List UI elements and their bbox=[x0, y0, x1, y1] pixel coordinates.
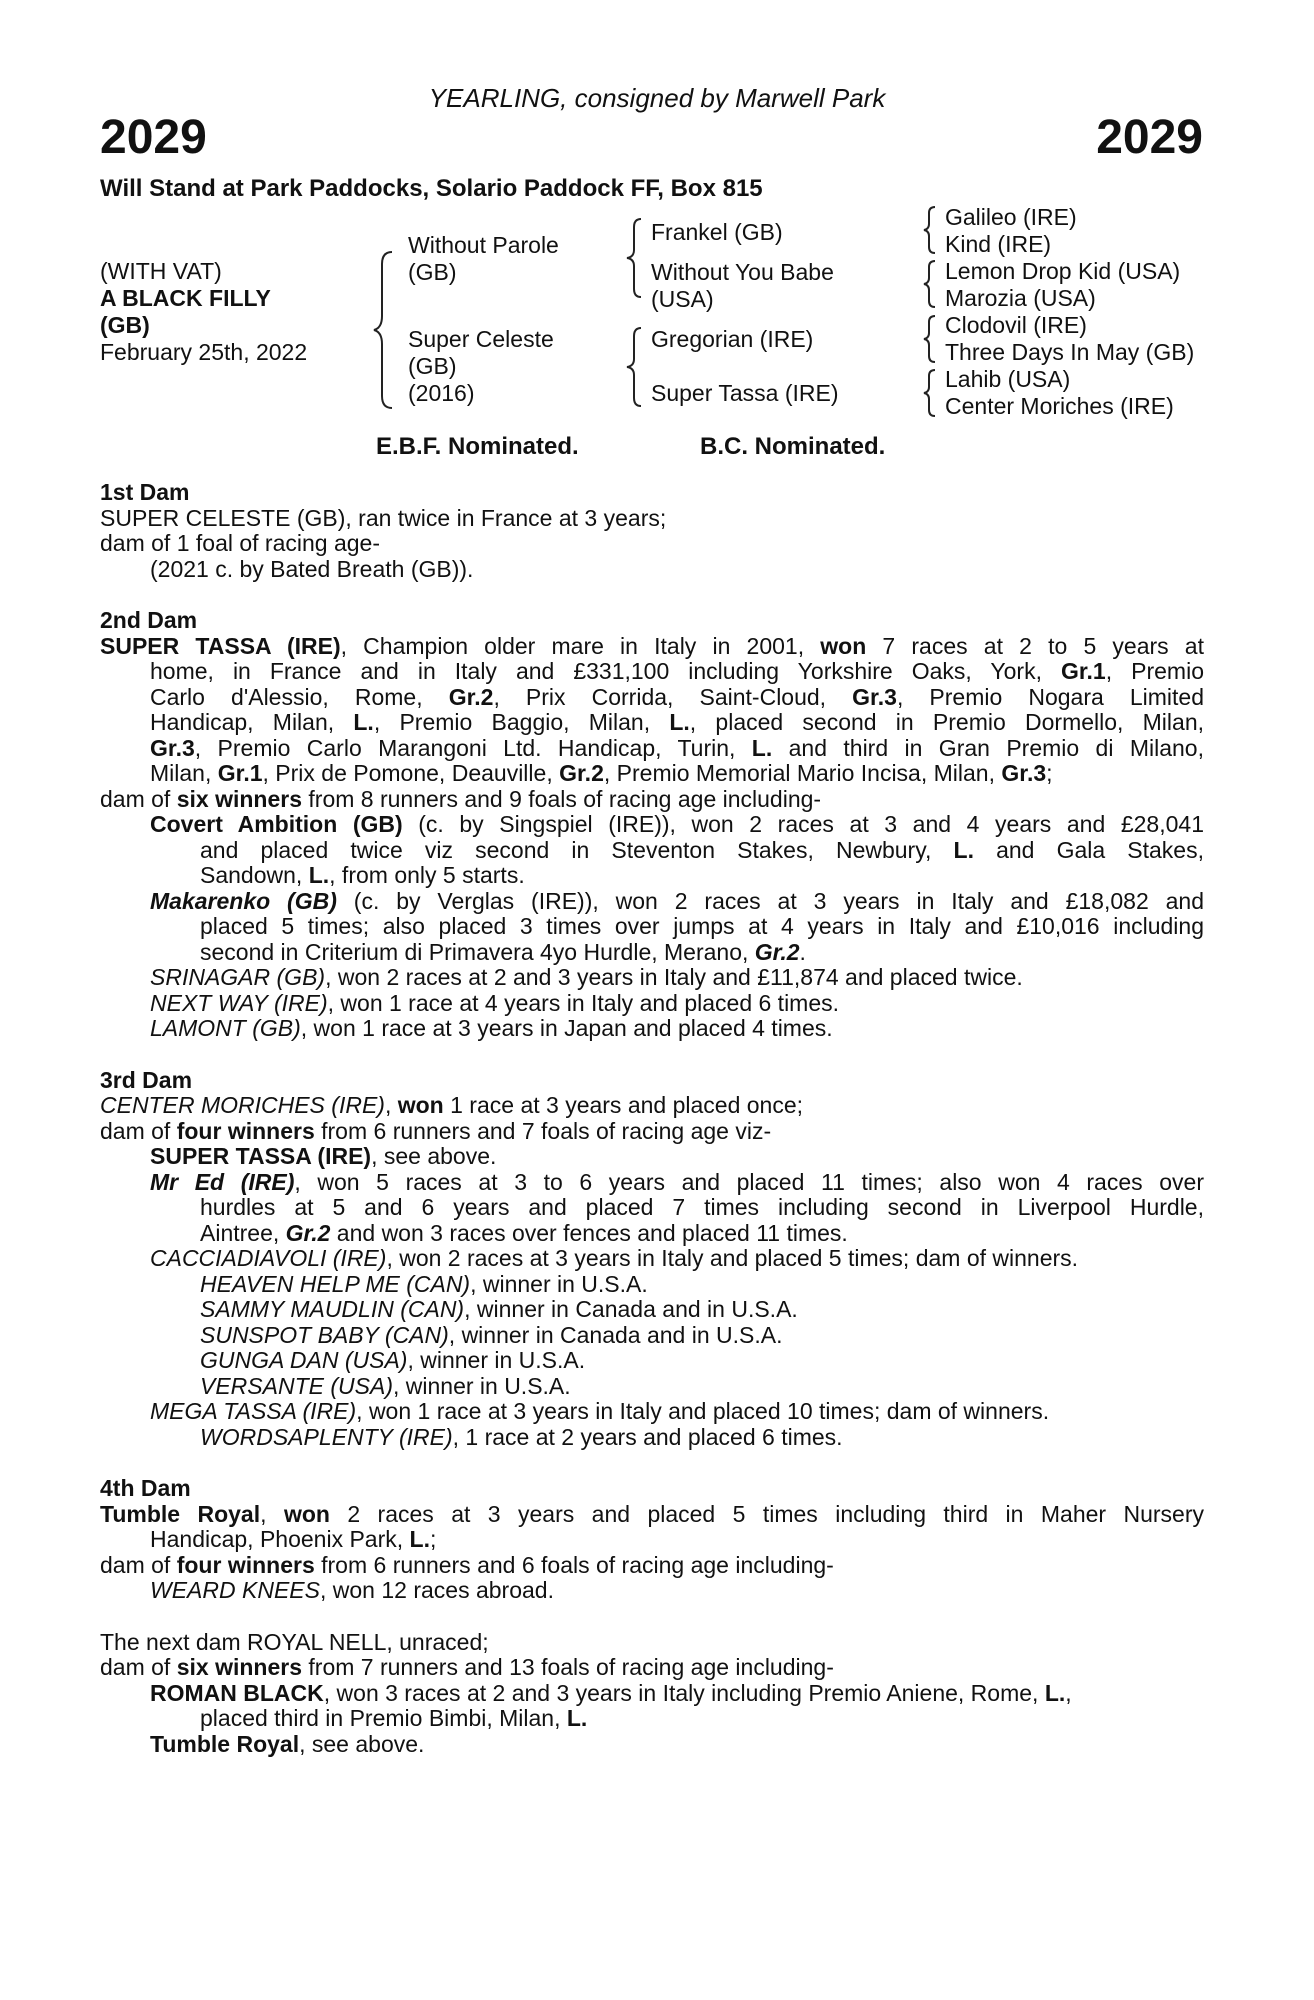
progeny-srinagar: SRINAGAR (GB), won 2 races at 2 and 3 years in Italy and £11,874 and placed twice. bbox=[150, 964, 1023, 990]
consignment-line: YEARLING, consigned by Marwell Park bbox=[428, 83, 886, 113]
pedigree-brace-dam bbox=[625, 326, 645, 408]
lot-number-right: 2029 bbox=[1096, 111, 1203, 164]
first-dam-section bbox=[100, 480, 1204, 582]
text-line: VERSANTE (USA), winner in U.S.A. bbox=[200, 1372, 571, 1399]
text-line: WEARD KNEES, won 12 races abroad. bbox=[150, 1577, 554, 1603]
foaling-date: February 25th, 2022 bbox=[100, 339, 308, 365]
text-line: HEAVEN HELP ME (CAN), winner in U.S.A. bbox=[200, 1270, 648, 1297]
horse-origin: (GB) bbox=[100, 312, 150, 338]
text-line: The next dam ROYAL NELL, unraced; bbox=[100, 1628, 489, 1655]
text-line: dam of four winners from 6 runners and 6 foals of racing age including- bbox=[100, 1551, 834, 1578]
fourth-dam-section bbox=[100, 1476, 1204, 1604]
progeny-next-way: NEXT WAY (IRE), won 1 race at 4 years in Italy and placed 6 times. bbox=[150, 989, 840, 1016]
text-line: SAMMY MAUDLIN (CAN), winner in Canada and in U.S.A. bbox=[200, 1296, 798, 1322]
text-line: ROMAN BLACK, won 3 races at 2 and 3 years in Italy including Premio Aniene, Rome, L., bbox=[150, 1679, 1072, 1706]
text-line: Sandown, L., from only 5 starts. bbox=[200, 862, 525, 888]
text-line: WORDSAPLENTY (IRE), 1 race at 2 years and placed 6 times. bbox=[200, 1423, 843, 1450]
pedigree-sire-dam: Without You Babe (USA) bbox=[651, 259, 834, 312]
pedigree-dam: Super Celeste (GB) (2016) bbox=[408, 326, 554, 406]
second-dam-heading: 2nd Dam bbox=[100, 607, 198, 633]
text-line: home, in France and in Italy and £331,100 including Yorkshire Oaks, York, Gr.1, Premio bbox=[150, 658, 1204, 684]
pedigree-sire: Without Parole (GB) bbox=[408, 232, 559, 285]
next-dam-section bbox=[100, 1630, 1204, 1758]
pedigree-brace-main bbox=[372, 250, 396, 410]
lot-number-left: 2029 bbox=[100, 111, 207, 164]
text-line: hurdles at 5 and 6 years and placed 7 times including second in Liverpool Hurdle, bbox=[200, 1194, 1204, 1220]
pedigree-brace-g12 bbox=[922, 205, 938, 255]
ebf-nomination: E.B.F. Nominated. bbox=[376, 433, 579, 460]
first-dam-heading: 1st Dam bbox=[100, 479, 190, 505]
text-line: Tumble Royal, won 2 races at 3 years and placed 5 times including third in Maher Nursery bbox=[100, 1500, 1204, 1527]
text-line: CACCIADIAVOLI (IRE), won 2 races at 3 years in Italy and placed 5 times; dam of winners. bbox=[150, 1245, 1079, 1271]
text-line: and placed twice viz second in Steventon Stakes, Newbury, L. and Gala Stakes, bbox=[200, 836, 1204, 863]
text-line: SUPER TASSA (IRE), Champion older mare in Italy in 2001, won 7 races at 2 to 5 years at bbox=[100, 632, 1204, 659]
text-line: Gr.3, Premio Carlo Marangoni Ltd. Handicap, Turin, L. and third in Gran Premio di Milano, bbox=[150, 734, 1204, 761]
horse-description bbox=[100, 258, 307, 366]
text-line: Aintree, Gr.2 and won 3 races over fences and placed 11 times. bbox=[200, 1219, 848, 1246]
third-dam-heading: 3rd Dam bbox=[100, 1066, 193, 1093]
text-line: Handicap, Phoenix Park, L.; bbox=[150, 1526, 437, 1552]
pedigree-brace-g34 bbox=[922, 259, 938, 309]
text-line: Tumble Royal, see above. bbox=[150, 1730, 425, 1757]
text-line: second in Criterium di Primavera 4yo Hurdle, Merano, Gr.2. bbox=[200, 938, 806, 965]
text-line: GUNGA DAN (USA), winner in U.S.A. bbox=[200, 1347, 586, 1373]
stand-location: Will Stand at Park Paddocks, Solario Paddock FF, Box 815 bbox=[100, 175, 763, 202]
horse-name: A BLACK FILLY bbox=[100, 285, 271, 311]
pedigree-dam-dam: Super Tassa (IRE) bbox=[651, 380, 839, 406]
catalogue-body bbox=[100, 480, 1204, 1757]
pedigree-brace-g78 bbox=[922, 368, 938, 418]
text-line: Handicap, Milan, L., Premio Baggio, Milan, L., placed second in Premio Dormello, Milan, bbox=[150, 709, 1204, 735]
third-dam-section bbox=[100, 1068, 1204, 1451]
text-line: dam of four winners from 6 runners and 7 foals of racing age viz- bbox=[100, 1117, 772, 1144]
fourth-dam-heading: 4th Dam bbox=[100, 1475, 191, 1501]
progeny-makarenko: Makarenko (GB) (c. by Verglas (IRE)), won 2 races at 3 years in Italy and £18,082 and bbox=[150, 887, 1205, 914]
progeny-mr-ed: Mr Ed (IRE), won 5 races at 3 to 6 years and placed 11 times; also won 4 races over bbox=[150, 1168, 1204, 1195]
text-line: CENTER MORICHES (IRE), won 1 race at 3 years and placed once; bbox=[100, 1092, 804, 1118]
text-line: dam of six winners from 8 runners and 9 foals of racing age including- bbox=[100, 785, 822, 812]
pedigree-sire-sire: Frankel (GB) bbox=[651, 219, 783, 245]
text-line: SUPER TASSA (IRE), see above. bbox=[150, 1143, 497, 1169]
text-line: Carlo d'Alessio, Rome, Gr.2, Prix Corrida, Saint-Cloud, Gr.3, Premio Nogara Limited bbox=[150, 683, 1205, 710]
text-line: SUNSPOT BABY (CAN), winner in Canada and in U.S.A. bbox=[200, 1321, 783, 1348]
second-dam-section bbox=[100, 608, 1204, 1042]
text-line: Milan, Gr.1, Prix de Pomone, Deauville, Gr.2, Premio Memorial Mario Incisa, Milan, Gr.3; bbox=[150, 760, 1053, 786]
progeny-covert-ambition: Covert Ambition (GB) (c. by Singspiel (IRE)), won 2 races at 3 and 4 years and £28,041 bbox=[150, 811, 1204, 837]
pedigree-gen3: Galileo (IRE) Kind (IRE) Lemon Drop Kid (USA) Marozia (USA) Clodovil (IRE) Three Days In May (GB) Lahib (USA) Center Moriches (IRE) bbox=[945, 204, 1195, 419]
text-line: (2021 c. by Bated Breath (GB)). bbox=[150, 555, 474, 582]
text-line: MEGA TASSA (IRE), won 1 race at 3 years in Italy and placed 10 times; dam of winners. bbox=[150, 1398, 1050, 1424]
text-line: dam of 1 foal of racing age- bbox=[100, 530, 380, 556]
pedigree-brace-sire bbox=[625, 217, 645, 299]
vat-note: (WITH VAT) bbox=[100, 258, 222, 284]
text-line: placed third in Premio Bimbi, Milan, L. bbox=[200, 1705, 588, 1731]
text-line: placed 5 times; also placed 3 times over jumps at 4 years in Italy and £10,016 including bbox=[200, 913, 1204, 939]
pedigree-brace-g56 bbox=[922, 314, 938, 364]
pedigree-dam-sire: Gregorian (IRE) bbox=[651, 326, 814, 352]
bc-nomination: B.C. Nominated. bbox=[700, 433, 886, 460]
progeny-lamont: LAMONT (GB), won 1 race at 3 years in Japan and placed 4 times. bbox=[150, 1015, 833, 1041]
text-line: SUPER CELESTE (GB), ran twice in France at 3 years; bbox=[100, 504, 667, 531]
text-line: dam of six winners from 7 runners and 13 foals of racing age including- bbox=[100, 1654, 834, 1680]
